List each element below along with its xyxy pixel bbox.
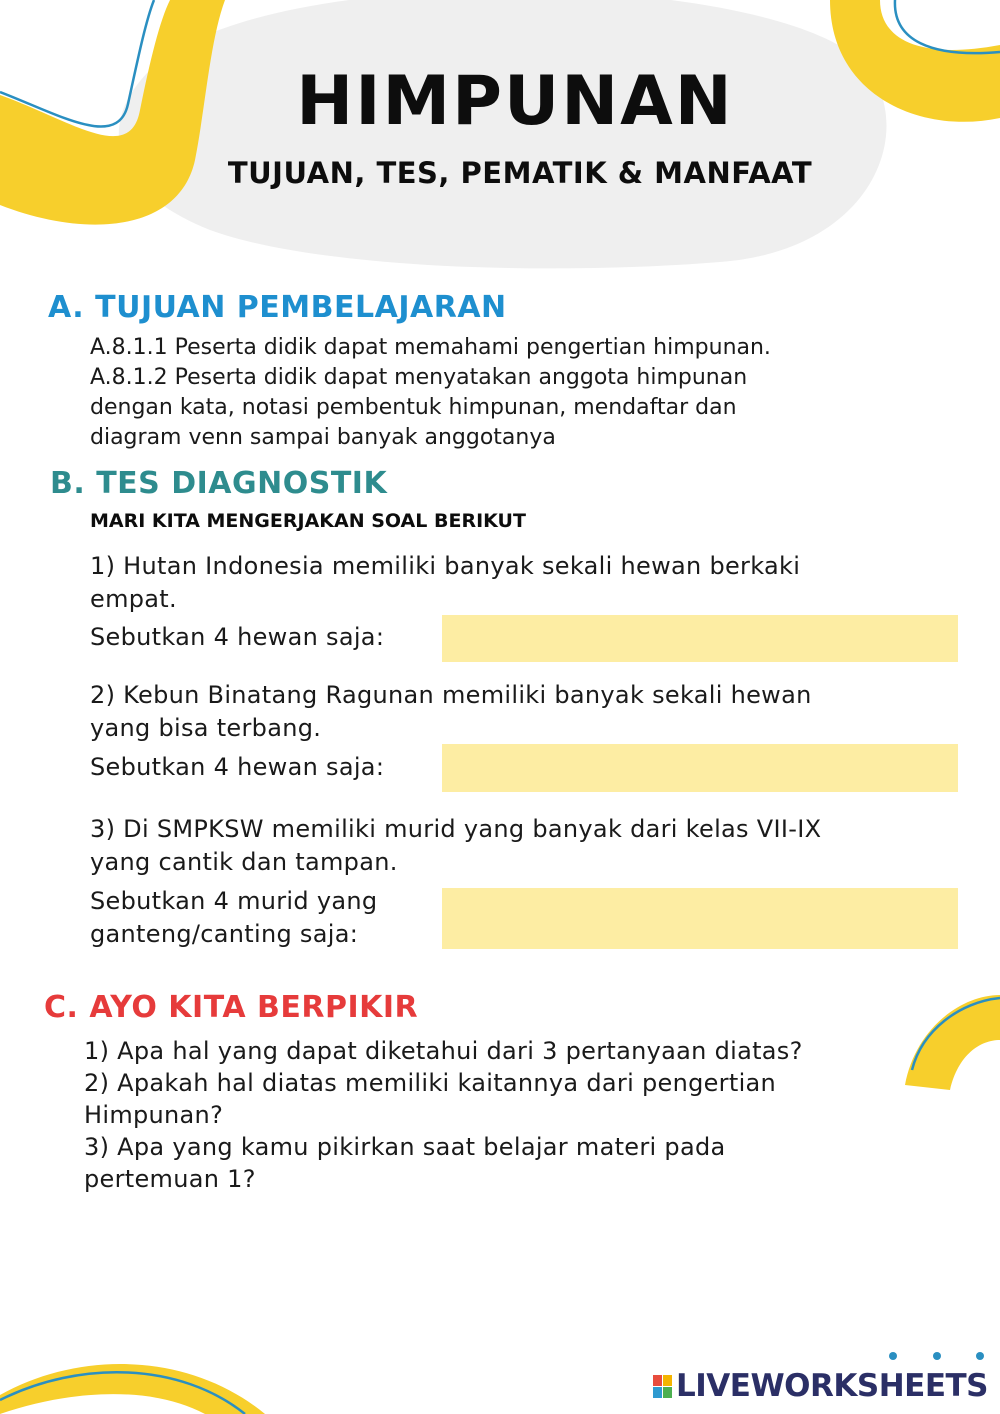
section-c-body bbox=[84, 1035, 803, 1195]
page-subtitle: TUJUAN, TES, PEMATIK & MANFAAT bbox=[227, 156, 813, 190]
question-3-line: yang cantik dan tampan. bbox=[90, 848, 398, 876]
liveworksheets-logo[interactable] bbox=[653, 1368, 988, 1404]
section-b-heading: B. TES DIAGNOSTIK bbox=[50, 466, 388, 501]
section-c-line: 3) Apa yang kamu pikirkan saat belajar materi pada bbox=[84, 1133, 726, 1161]
section-c-line: Himpunan? bbox=[84, 1101, 224, 1129]
question-1 bbox=[90, 550, 950, 616]
section-a-line: A.8.1.2 Peserta didik dapat menyatakan anggota himpunan bbox=[90, 365, 748, 390]
page-title: HIMPUNAN bbox=[296, 62, 734, 141]
question-3-prompt-line: Sebutkan 4 murid yang bbox=[90, 887, 378, 915]
question-3-prompt-line: ganteng/canting saja: bbox=[90, 920, 359, 948]
section-a-body bbox=[90, 333, 771, 453]
question-1-line: 1) Hutan Indonesia memiliki banyak sekali hewan berkaki bbox=[90, 552, 801, 580]
section-c-line: pertemuan 1? bbox=[84, 1165, 256, 1193]
liveworksheets-logo-icon bbox=[653, 1375, 672, 1398]
logo-text: LIVEWORKSHEETS bbox=[676, 1368, 988, 1404]
section-a-heading: A. TUJUAN PEMBELAJARAN bbox=[48, 290, 507, 325]
question-3-prompt bbox=[90, 885, 377, 951]
question-1-prompt: Sebutkan 4 hewan saja: bbox=[90, 623, 385, 651]
section-a-line: diagram venn sampai banyak anggotanya bbox=[90, 425, 556, 450]
section-a-line: A.8.1.1 Peserta didik dapat memahami pengertian himpunan. bbox=[90, 335, 771, 360]
section-c-line: 1) Apa hal yang dapat diketahui dari 3 pertanyaan diatas? bbox=[84, 1037, 803, 1065]
question-2-line: 2) Kebun Binatang Ragunan memiliki banyak sekali hewan bbox=[90, 681, 812, 709]
section-b-instruction: MARI KITA MENGERJAKAN SOAL BERIKUT bbox=[90, 510, 526, 532]
question-3 bbox=[90, 813, 960, 879]
section-a-line: dengan kata, notasi pembentuk himpunan, mendaftar dan bbox=[90, 395, 737, 420]
answer-1-input[interactable] bbox=[442, 615, 958, 662]
question-3-line: 3) Di SMPKSW memiliki murid yang banyak dari kelas VII-IX bbox=[90, 815, 822, 843]
section-c-line: 2) Apakah hal diatas memiliki kaitannya dari pengertian bbox=[84, 1069, 777, 1097]
answer-2-input[interactable] bbox=[442, 744, 958, 792]
answer-3-input[interactable] bbox=[442, 888, 958, 949]
dots-decoration-icon bbox=[889, 1352, 984, 1360]
right-yellow-arc bbox=[905, 995, 1000, 1090]
section-c-heading: C. AYO KITA BERPIKIR bbox=[44, 990, 419, 1025]
question-1-line: empat. bbox=[90, 585, 177, 613]
question-2-line: yang bisa terbang. bbox=[90, 714, 322, 742]
question-2 bbox=[90, 679, 950, 745]
question-2-prompt: Sebutkan 4 hewan saja: bbox=[90, 753, 385, 781]
